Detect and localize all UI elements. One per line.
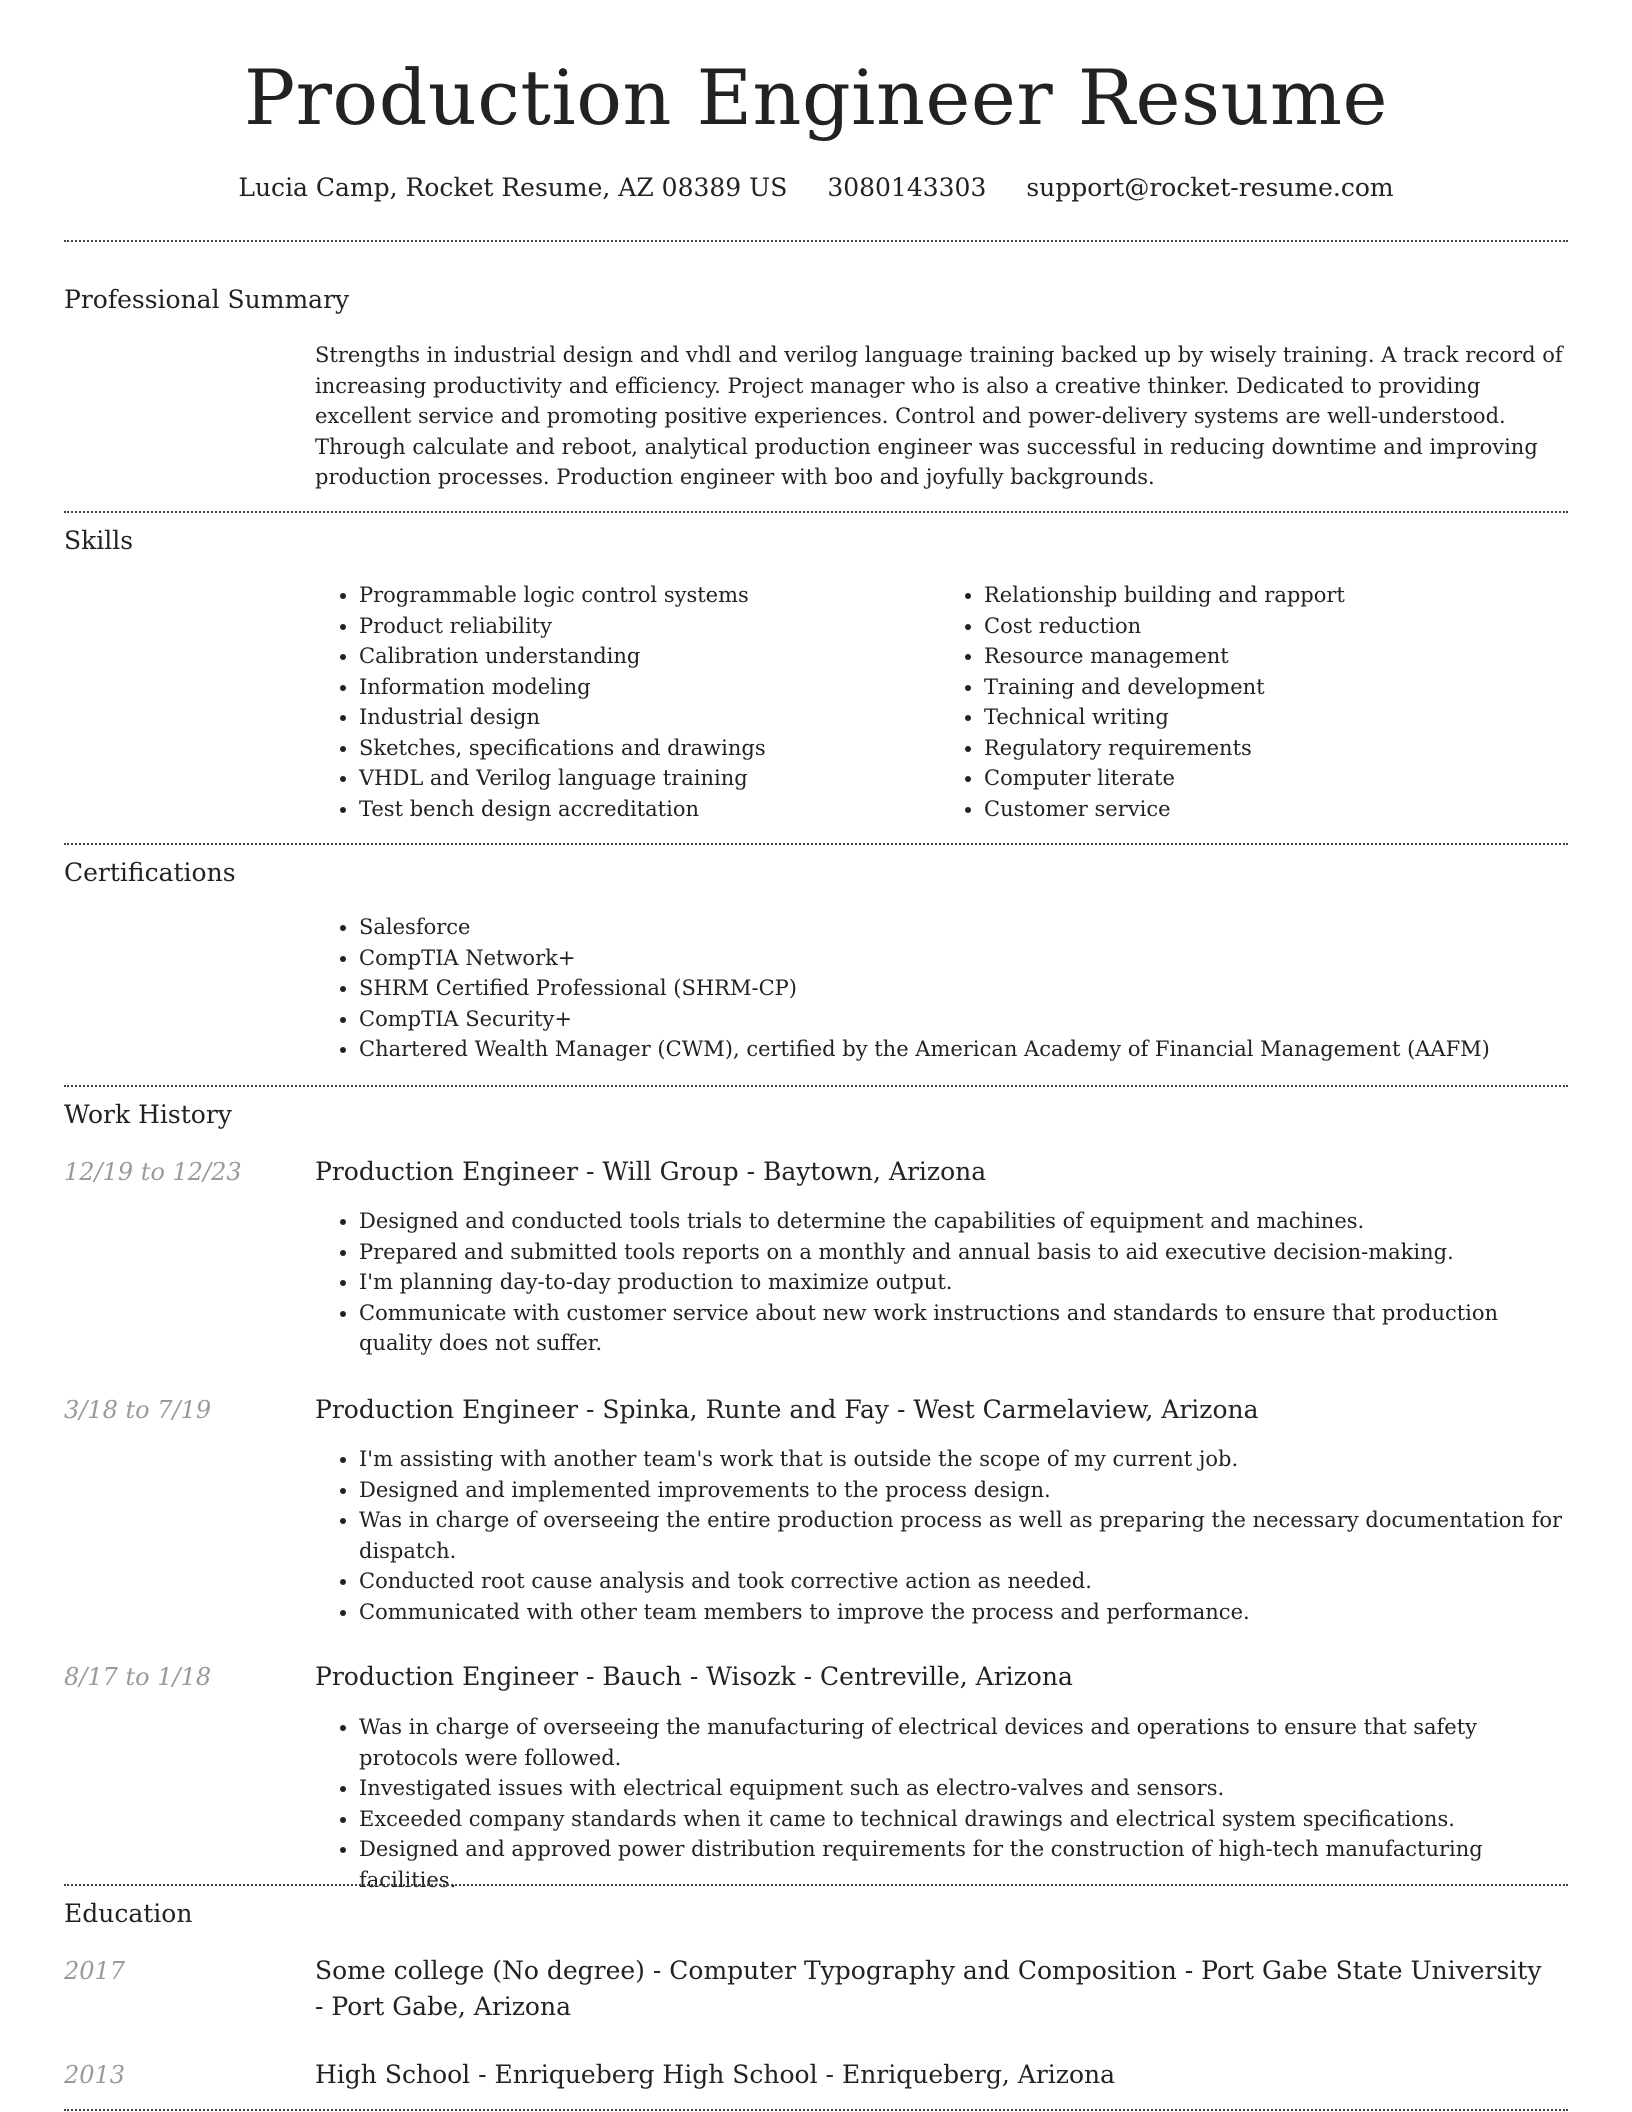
job-role: Production Engineer: [315, 1157, 579, 1186]
list-item: • Designed and implemented improvements to the process design.: [359, 1475, 1565, 1506]
contact-email: support@rocket-resume.com: [1026, 173, 1394, 202]
contact-address: Lucia Camp, Rocket Resume, AZ 08389 US: [238, 173, 788, 202]
list-item: • Communicate with customer service about new work instructions and standards to ensure that production quality does not suffer.: [359, 1298, 1565, 1359]
divider: [64, 511, 1568, 513]
contact-line: [64, 168, 1568, 208]
list-item: • Industrial design: [359, 702, 940, 733]
job-dates: 3/18 to 7/19: [64, 1396, 212, 1424]
list-item: • Sketches, specifications and drawings: [359, 733, 940, 764]
education-entry: [315, 2057, 1545, 2093]
summary-text: Strengths in industrial design and vhdl and verilog language training backed up by wisely training. A track record of increasing productivity and efficiency. Project manager who is also a creative thinker. Dedicated to providing excellent service and promoting positive experiences. Control and power-delivery systems are well-understood. Through calculate and reboot, analytical production engineer was successful in reducing downtime and improving production processes. Production engineer with boo and joyfully backgrounds.: [315, 343, 1563, 489]
job-bullet-list: [315, 1206, 1565, 1359]
list-item: • Resource management: [984, 641, 1565, 672]
job-role: Production Engineer: [315, 1395, 579, 1424]
education-degree: High School: [315, 2060, 471, 2089]
list-item: • Relationship building and rapport: [984, 580, 1565, 611]
section-heading-summary: Professional Summary: [64, 285, 350, 314]
list-item: • Test bench design accreditation: [359, 794, 940, 825]
list-item: • Programmable logic control systems: [359, 580, 940, 611]
list-item: • Information modeling: [359, 672, 940, 703]
page-title: Production Engineer Resume: [243, 53, 1389, 142]
education-year: 2013: [64, 2061, 126, 2089]
list-item: • Was in charge of overseeing the manufacturing of electrical devices and operations to ensure that safety protocols were followed.: [359, 1712, 1565, 1773]
job-dates: 12/19 to 12/23: [64, 1158, 242, 1186]
list-item: • Was in charge of overseeing the entire production process as well as preparing the necessary documentation for dispatch.: [359, 1505, 1565, 1566]
list-item: • Technical writing: [984, 702, 1565, 733]
job-bullet-list: [315, 1712, 1565, 1895]
list-item: • Calibration understanding: [359, 641, 940, 672]
list-item: • Product reliability: [359, 611, 940, 642]
list-item: • Cost reduction: [984, 611, 1565, 642]
list-item: • VHDL and Verilog language training: [359, 763, 940, 794]
education-school: - Port Gabe State University - Port Gabe, Arizona: [315, 1956, 1542, 2021]
list-item: • I'm assisting with another team's work that is outside the scope of my current job.: [359, 1444, 1565, 1475]
list-item: • CompTIA Security+: [359, 1004, 1565, 1035]
certifications-list: [315, 912, 1565, 1065]
job-employer: - Spinka, Runte and Fay - West Carmelaview, Arizona: [578, 1395, 1259, 1424]
education-school: - Enriqueberg High School - Enriqueberg, Arizona: [470, 2060, 1116, 2089]
list-item: • Salesforce: [359, 912, 1565, 943]
section-heading-work: Work History: [64, 1100, 232, 1129]
skills-list: [315, 580, 1565, 824]
job-bullets: [315, 1444, 1565, 1627]
job-title: [315, 1659, 1565, 1695]
job-employer: - Bauch - Wisozk - Centreville, Arizona: [578, 1662, 1073, 1691]
job-bullets: [315, 1206, 1565, 1359]
list-item: • I'm planning day-to-day production to maximize output.: [359, 1267, 1565, 1298]
skills-column-right: [940, 580, 1565, 824]
job-bullet-list: [315, 1444, 1565, 1627]
list-item: • Communicated with other team members to improve the process and performance.: [359, 1597, 1565, 1628]
section-heading-education: Education: [64, 1899, 193, 1928]
divider: [64, 240, 1568, 242]
list-item: • Chartered Wealth Manager (CWM), certified by the American Academy of Financial Management (AAFM): [359, 1034, 1565, 1065]
list-item: • Designed and conducted tools trials to determine the capabilities of equipment and machines.: [359, 1206, 1565, 1237]
section-heading-skills: Skills: [64, 526, 134, 555]
contact-phone: 3080143303: [827, 173, 987, 202]
education-entry: [315, 1953, 1545, 2025]
list-item: • Customer service: [984, 794, 1565, 825]
education-year: 2017: [64, 1957, 126, 1985]
list-item: • CompTIA Network+: [359, 943, 1565, 974]
divider: [64, 2109, 1568, 2111]
list-item: • Investigated issues with electrical equipment such as electro-valves and sensors.: [359, 1773, 1565, 1804]
job-title: [315, 1392, 1565, 1428]
list-item: • Prepared and submitted tools reports on a monthly and annual basis to aid executive decision-making.: [359, 1237, 1565, 1268]
list-item: • Conducted root cause analysis and took corrective action as needed.: [359, 1566, 1565, 1597]
job-role: Production Engineer: [315, 1662, 579, 1691]
list-item: • Designed and approved power distribution requirements for the construction of high-tech manufacturing facilities.: [359, 1834, 1565, 1895]
list-item: • Computer literate: [984, 763, 1565, 794]
job-bullets: [315, 1712, 1565, 1895]
divider: [64, 1884, 1568, 1886]
list-item: • SHRM Certified Professional (SHRM-CP): [359, 973, 1565, 1004]
list-item: • Exceeded company standards when it came to technical drawings and electrical system specifications.: [359, 1804, 1565, 1835]
job-dates: 8/17 to 1/18: [64, 1663, 212, 1691]
skills-column-left: [315, 580, 940, 824]
divider: [64, 1085, 1568, 1087]
section-heading-certifications: Certifications: [64, 858, 236, 887]
summary-section: [315, 340, 1565, 493]
job-employer: - Will Group - Baytown, Arizona: [578, 1157, 987, 1186]
education-degree: Some college (No degree) - Computer Typography and Composition: [315, 1956, 1177, 1985]
certifications-bullets: [315, 912, 1565, 1065]
list-item: • Regulatory requirements: [984, 733, 1565, 764]
divider: [64, 843, 1568, 845]
list-item: • Training and development: [984, 672, 1565, 703]
job-title: [315, 1154, 1565, 1190]
